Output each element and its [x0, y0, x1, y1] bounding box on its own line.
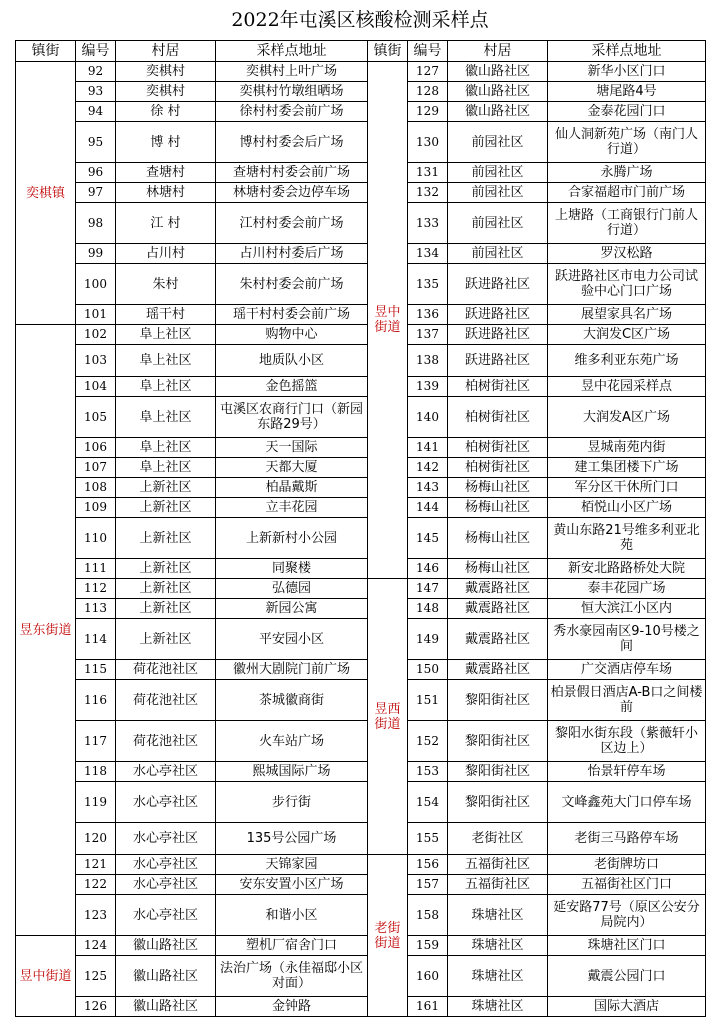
address-cell: 购物中心 [216, 325, 368, 345]
village-cell: 五福街社区 [448, 855, 548, 875]
village-cell: 荷花池社区 [116, 680, 216, 721]
address-cell: 天都大厦 [216, 458, 368, 478]
header-address: 采样点地址 [216, 41, 368, 62]
village-cell: 珠塘社区 [448, 936, 548, 956]
address-cell: 柏景假日酒店A-B口之间楼前 [548, 680, 706, 721]
number-cell: 106 [76, 438, 116, 458]
village-cell: 瑶干村 [116, 305, 216, 325]
number-cell: 116 [76, 680, 116, 721]
village-cell: 上新社区 [116, 478, 216, 498]
table-row [16, 203, 706, 244]
village-cell: 徽山路社区 [448, 62, 548, 82]
address-cell: 博村村委会后广场 [216, 122, 368, 163]
number-cell: 122 [76, 875, 116, 895]
number-cell: 135 [408, 264, 448, 305]
table-row [16, 478, 706, 498]
village-cell: 柏树街社区 [448, 377, 548, 397]
table-row [16, 62, 706, 82]
address-cell: 熙城国际广场 [216, 762, 368, 782]
town-cell: 昱东街道 [16, 325, 76, 936]
address-cell: 仙人洞新苑广场（南门人行道） [548, 122, 706, 163]
village-cell: 博 村 [116, 122, 216, 163]
table-row [16, 875, 706, 895]
number-cell: 127 [408, 62, 448, 82]
address-cell: 安东安置小区广场 [216, 875, 368, 895]
address-cell: 同聚楼 [216, 559, 368, 579]
table-row [16, 579, 706, 599]
number-cell: 133 [408, 203, 448, 244]
address-cell: 大润发A区广场 [548, 397, 706, 438]
number-cell: 100 [76, 264, 116, 305]
address-cell: 新安北路路桥处大院 [548, 559, 706, 579]
village-cell: 徽山路社区 [448, 82, 548, 102]
address-cell: 金泰花园门口 [548, 102, 706, 122]
address-cell: 国际大酒店 [548, 997, 706, 1017]
number-cell: 142 [408, 458, 448, 478]
address-cell: 屯溪区农商行门口（新园东路29号） [216, 397, 368, 438]
village-cell: 阜上社区 [116, 438, 216, 458]
number-cell: 160 [408, 956, 448, 997]
number-cell: 140 [408, 397, 448, 438]
number-cell: 97 [76, 183, 116, 203]
address-cell: 奕棋村上叶广场 [216, 62, 368, 82]
number-cell: 111 [76, 559, 116, 579]
village-cell: 五福街社区 [448, 875, 548, 895]
number-cell: 149 [408, 619, 448, 660]
header-row [16, 41, 706, 62]
address-cell: 栢悦山小区广场 [548, 498, 706, 518]
village-cell: 阜上社区 [116, 345, 216, 377]
village-cell: 珠塘社区 [448, 997, 548, 1017]
address-cell: 秀水豪园南区9-10号楼之间 [548, 619, 706, 660]
village-cell: 杨梅山社区 [448, 478, 548, 498]
village-cell: 跃进路社区 [448, 325, 548, 345]
table-row [16, 599, 706, 619]
table-body [16, 62, 706, 1017]
number-cell: 104 [76, 377, 116, 397]
village-cell: 阜上社区 [116, 397, 216, 438]
address-cell: 维多利亚东苑广场 [548, 345, 706, 377]
address-cell: 天一国际 [216, 438, 368, 458]
table-row [16, 244, 706, 264]
number-cell: 153 [408, 762, 448, 782]
address-cell: 文峰鑫苑大门口停车场 [548, 782, 706, 823]
village-cell: 朱村 [116, 264, 216, 305]
village-cell: 前园社区 [448, 203, 548, 244]
number-cell: 155 [408, 823, 448, 855]
town-cell: 老街街道 [368, 855, 408, 1017]
number-cell: 107 [76, 458, 116, 478]
number-cell: 117 [76, 721, 116, 762]
number-cell: 95 [76, 122, 116, 163]
sampling-points-table [15, 40, 706, 1017]
village-cell: 柏树街社区 [448, 397, 548, 438]
address-cell: 林塘村委会边停车场 [216, 183, 368, 203]
village-cell: 戴震路社区 [448, 619, 548, 660]
village-cell: 黎阳街社区 [448, 782, 548, 823]
village-cell: 水心亭社区 [116, 895, 216, 936]
village-cell: 上新社区 [116, 559, 216, 579]
village-cell: 跃进路社区 [448, 305, 548, 325]
table-row [16, 559, 706, 579]
address-cell: 罗汉松路 [548, 244, 706, 264]
village-cell: 黎阳街社区 [448, 680, 548, 721]
village-cell: 查塘村 [116, 163, 216, 183]
table-row [16, 855, 706, 875]
village-cell: 戴震路社区 [448, 579, 548, 599]
address-cell: 戴震公园门口 [548, 956, 706, 997]
number-cell: 120 [76, 823, 116, 855]
table-row [16, 721, 706, 762]
number-cell: 99 [76, 244, 116, 264]
number-cell: 112 [76, 579, 116, 599]
header-address: 采样点地址 [548, 41, 706, 62]
address-cell: 塑机厂宿舍门口 [216, 936, 368, 956]
number-cell: 134 [408, 244, 448, 264]
number-cell: 136 [408, 305, 448, 325]
number-cell: 154 [408, 782, 448, 823]
address-cell: 金钟路 [216, 997, 368, 1017]
number-cell: 124 [76, 936, 116, 956]
village-cell: 徽山路社区 [116, 956, 216, 997]
table-row [16, 102, 706, 122]
number-cell: 92 [76, 62, 116, 82]
village-cell: 戴震路社区 [448, 599, 548, 619]
number-cell: 93 [76, 82, 116, 102]
table-row [16, 997, 706, 1017]
address-cell: 新园公寓 [216, 599, 368, 619]
village-cell: 徐 村 [116, 102, 216, 122]
address-cell: 珠塘社区门口 [548, 936, 706, 956]
number-cell: 115 [76, 660, 116, 680]
address-cell: 步行街 [216, 782, 368, 823]
village-cell: 阜上社区 [116, 458, 216, 478]
number-cell: 102 [76, 325, 116, 345]
header-number: 编号 [408, 41, 448, 62]
number-cell: 138 [408, 345, 448, 377]
table-row [16, 183, 706, 203]
number-cell: 119 [76, 782, 116, 823]
village-cell: 徽山路社区 [116, 936, 216, 956]
village-cell: 杨梅山社区 [448, 518, 548, 559]
village-cell: 柏树街社区 [448, 438, 548, 458]
address-cell: 恒大滨江小区内 [548, 599, 706, 619]
number-cell: 128 [408, 82, 448, 102]
table-row [16, 518, 706, 559]
town-cell: 昱中街道 [16, 936, 76, 1017]
address-cell: 怡景轩停车场 [548, 762, 706, 782]
village-cell: 占川村 [116, 244, 216, 264]
village-cell: 水心亭社区 [116, 855, 216, 875]
address-cell: 大润发C区广场 [548, 325, 706, 345]
village-cell: 上新社区 [116, 498, 216, 518]
village-cell: 荷花池社区 [116, 660, 216, 680]
village-cell: 黎阳街社区 [448, 762, 548, 782]
table-row [16, 458, 706, 478]
village-cell: 上新社区 [116, 619, 216, 660]
village-cell: 黎阳街社区 [448, 721, 548, 762]
number-cell: 144 [408, 498, 448, 518]
number-cell: 159 [408, 936, 448, 956]
address-cell: 奕棋村竹墩组晒场 [216, 82, 368, 102]
address-cell: 法治广场（永佳福邸小区对面） [216, 956, 368, 997]
village-cell: 荷花池社区 [116, 721, 216, 762]
number-cell: 145 [408, 518, 448, 559]
number-cell: 130 [408, 122, 448, 163]
village-cell: 徽山路社区 [116, 997, 216, 1017]
table-row [16, 956, 706, 997]
number-cell: 157 [408, 875, 448, 895]
number-cell: 98 [76, 203, 116, 244]
address-cell: 火车站广场 [216, 721, 368, 762]
address-cell: 五福街社区门口 [548, 875, 706, 895]
table-row [16, 264, 706, 305]
number-cell: 141 [408, 438, 448, 458]
number-cell: 105 [76, 397, 116, 438]
address-cell: 军分区干休所门口 [548, 478, 706, 498]
address-cell: 上塘路（工商银行门前人行道） [548, 203, 706, 244]
header-town: 镇街 [16, 41, 76, 62]
address-cell: 永腾广场 [548, 163, 706, 183]
number-cell: 103 [76, 345, 116, 377]
address-cell: 跃进路社区市电力公司试验中心门口广场 [548, 264, 706, 305]
table-row [16, 680, 706, 721]
address-cell: 塘尾路4号 [548, 82, 706, 102]
village-cell: 上新社区 [116, 579, 216, 599]
address-cell: 上新新村小公园 [216, 518, 368, 559]
village-cell: 上新社区 [116, 518, 216, 559]
number-cell: 131 [408, 163, 448, 183]
village-cell: 阜上社区 [116, 377, 216, 397]
address-cell: 朱村村委会前广场 [216, 264, 368, 305]
table-row [16, 498, 706, 518]
table-row [16, 823, 706, 855]
address-cell: 立丰花园 [216, 498, 368, 518]
table-row [16, 397, 706, 438]
address-cell: 江村村委会前广场 [216, 203, 368, 244]
number-cell: 123 [76, 895, 116, 936]
number-cell: 110 [76, 518, 116, 559]
town-cell: 昱中街道 [368, 62, 408, 579]
village-cell: 水心亭社区 [116, 762, 216, 782]
village-cell: 戴震路社区 [448, 660, 548, 680]
address-cell: 查塘村村委会前广场 [216, 163, 368, 183]
address-cell: 135号公园广场 [216, 823, 368, 855]
number-cell: 161 [408, 997, 448, 1017]
address-cell: 瑶干村村委会前广场 [216, 305, 368, 325]
number-cell: 129 [408, 102, 448, 122]
address-cell: 地质队小区 [216, 345, 368, 377]
village-cell: 杨梅山社区 [448, 498, 548, 518]
table-row [16, 82, 706, 102]
number-cell: 151 [408, 680, 448, 721]
header-town: 镇街 [368, 41, 408, 62]
number-cell: 152 [408, 721, 448, 762]
header-village: 村居 [448, 41, 548, 62]
town-cell: 奕棋镇 [16, 62, 76, 325]
number-cell: 94 [76, 102, 116, 122]
village-cell: 前园社区 [448, 244, 548, 264]
number-cell: 148 [408, 599, 448, 619]
village-cell: 水心亭社区 [116, 875, 216, 895]
address-cell: 昱中花园采样点 [548, 377, 706, 397]
address-cell: 柏晶戴斯 [216, 478, 368, 498]
village-cell: 老街社区 [448, 823, 548, 855]
address-cell: 广交酒店停车场 [548, 660, 706, 680]
number-cell: 147 [408, 579, 448, 599]
table-row [16, 122, 706, 163]
address-cell: 徐村村委会前广场 [216, 102, 368, 122]
address-cell: 延安路77号（原区公安分局院内） [548, 895, 706, 936]
number-cell: 118 [76, 762, 116, 782]
table-row [16, 377, 706, 397]
address-cell: 弘德园 [216, 579, 368, 599]
table-row [16, 895, 706, 936]
address-cell: 金色摇篮 [216, 377, 368, 397]
table-row [16, 762, 706, 782]
number-cell: 114 [76, 619, 116, 660]
village-cell: 江 村 [116, 203, 216, 244]
village-cell: 柏树街社区 [448, 458, 548, 478]
address-cell: 新华小区门口 [548, 62, 706, 82]
address-cell: 黎阳水街东段（紫薇轩小区边上） [548, 721, 706, 762]
village-cell: 林塘村 [116, 183, 216, 203]
village-cell: 珠塘社区 [448, 895, 548, 936]
address-cell: 展望家具名广场 [548, 305, 706, 325]
number-cell: 101 [76, 305, 116, 325]
address-cell: 昱城南苑内街 [548, 438, 706, 458]
number-cell: 121 [76, 855, 116, 875]
village-cell: 水心亭社区 [116, 782, 216, 823]
table-row [16, 782, 706, 823]
village-cell: 阜上社区 [116, 325, 216, 345]
address-cell: 老街牌坊口 [548, 855, 706, 875]
address-cell: 占川村村委后广场 [216, 244, 368, 264]
address-cell: 和谐小区 [216, 895, 368, 936]
village-cell: 奕棋村 [116, 82, 216, 102]
table-row [16, 163, 706, 183]
number-cell: 139 [408, 377, 448, 397]
number-cell: 109 [76, 498, 116, 518]
table-row [16, 660, 706, 680]
number-cell: 113 [76, 599, 116, 619]
table-row [16, 936, 706, 956]
village-cell: 跃进路社区 [448, 345, 548, 377]
number-cell: 143 [408, 478, 448, 498]
address-cell: 茶城徽商街 [216, 680, 368, 721]
table-row [16, 325, 706, 345]
village-cell: 前园社区 [448, 122, 548, 163]
table-row [16, 438, 706, 458]
number-cell: 137 [408, 325, 448, 345]
table-row [16, 305, 706, 325]
village-cell: 前园社区 [448, 163, 548, 183]
village-cell: 水心亭社区 [116, 823, 216, 855]
village-cell: 徽山路社区 [448, 102, 548, 122]
header-village: 村居 [116, 41, 216, 62]
village-cell: 珠塘社区 [448, 956, 548, 997]
village-cell: 杨梅山社区 [448, 559, 548, 579]
number-cell: 150 [408, 660, 448, 680]
number-cell: 108 [76, 478, 116, 498]
number-cell: 132 [408, 183, 448, 203]
address-cell: 天锦家园 [216, 855, 368, 875]
address-cell: 黄山东路21号维多利亚北苑 [548, 518, 706, 559]
village-cell: 跃进路社区 [448, 264, 548, 305]
address-cell: 泰丰花园广场 [548, 579, 706, 599]
address-cell: 平安园小区 [216, 619, 368, 660]
number-cell: 158 [408, 895, 448, 936]
town-cell: 昱西街道 [368, 579, 408, 855]
page-title: 2022年屯溪区核酸检测采样点 [231, 9, 489, 31]
table-row [16, 345, 706, 377]
address-cell: 老街三马路停车场 [548, 823, 706, 855]
number-cell: 156 [408, 855, 448, 875]
header-number: 编号 [76, 41, 116, 62]
village-cell: 上新社区 [116, 599, 216, 619]
address-cell: 建工集团楼下广场 [548, 458, 706, 478]
number-cell: 96 [76, 163, 116, 183]
village-cell: 前园社区 [448, 183, 548, 203]
address-cell: 合家福超市门前广场 [548, 183, 706, 203]
number-cell: 146 [408, 559, 448, 579]
village-cell: 奕棋村 [116, 62, 216, 82]
number-cell: 126 [76, 997, 116, 1017]
table-row [16, 619, 706, 660]
number-cell: 125 [76, 956, 116, 997]
address-cell: 徽州大剧院门前广场 [216, 660, 368, 680]
